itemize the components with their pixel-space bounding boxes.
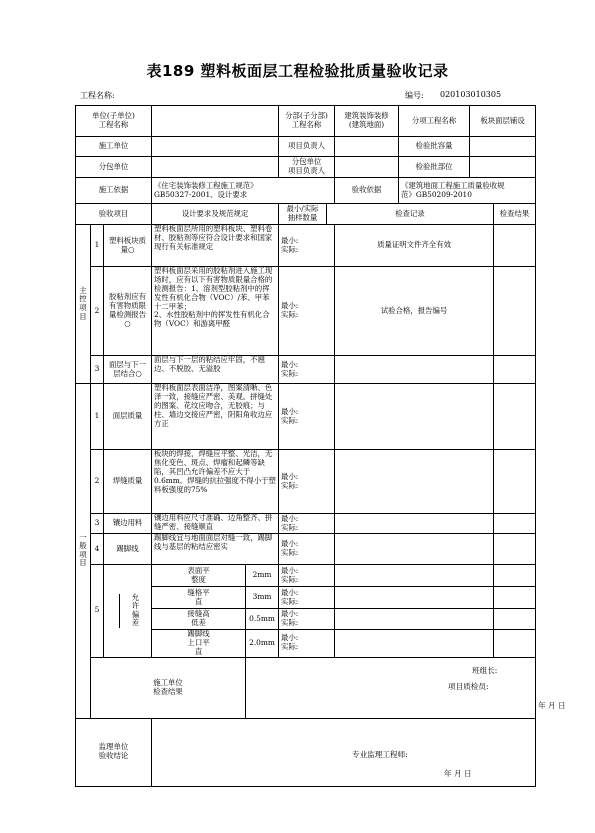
acceptance-basis-value: 《建筑地面工程施工质量验收规 范》GB50209-2010 — [399, 178, 536, 204]
main-item-design: 塑料板面层所用的塑料板块、塑料卷材、胶粘剂等应符合设计要求和国家现行有关标准规定 — [152, 225, 279, 267]
deviation-item-result[interactable] — [494, 587, 536, 609]
general-item-record[interactable] — [335, 534, 494, 565]
main-item-sample: 最小: 实际: — [279, 225, 335, 267]
construction-basis-label: 施工依据 — [76, 178, 152, 204]
deviation-item-value: 2mm — [246, 565, 279, 587]
deviation-no: 5 — [91, 565, 104, 658]
unit-project-value[interactable] — [152, 106, 279, 137]
deviation-item-sample: 最小: 实际: — [279, 630, 335, 658]
main-item-sample: 最小: 实际: — [279, 267, 335, 356]
project-name-label: 工程名称: — [80, 91, 115, 100]
deviation-item-name: 缝格平 直 — [152, 587, 246, 609]
deviation-item-result[interactable] — [494, 630, 536, 658]
deviation-item-record[interactable] — [335, 587, 494, 609]
general-item-record[interactable] — [335, 384, 494, 450]
batch-capacity-value[interactable] — [470, 137, 536, 157]
page-title: 表189 塑料板面层工程检验批质量验收记录 — [146, 62, 449, 80]
deviation-item-record[interactable] — [335, 609, 494, 630]
quality-inspector-label: 项目质检员: — [448, 681, 489, 691]
deviation-item-value: 0.5mm — [246, 609, 279, 630]
construction-unit-value[interactable] — [152, 137, 279, 157]
batch-location-value[interactable] — [470, 157, 536, 178]
construction-date: 年 月 日 — [538, 700, 566, 710]
item-project-value: 板块面层铺设 — [470, 106, 536, 137]
header-result: 检查结果 — [494, 204, 536, 225]
main-item-result[interactable] — [494, 267, 536, 356]
acceptance-basis-label: 验收依据 — [335, 178, 399, 204]
general-item-result[interactable] — [494, 534, 536, 565]
unit-project-label: 单位(子单位) 工程名称 — [76, 106, 152, 137]
deviation-item-sample: 最小: 实际: — [279, 587, 335, 609]
general-item-design: 塑料板面层表面洁净，图案清晰、色泽一致，接缝应严密、美观。拼缝处的图案、花纹应吻合，无胶痕；与柱、墙边交接应严密，阴阳角收边应方正 — [152, 384, 279, 450]
deviation-item-record[interactable] — [335, 565, 494, 587]
main-item-record — [335, 356, 494, 384]
number-value: 020103010305 — [440, 90, 502, 99]
general-group-label: 一 般 项 目 — [76, 384, 91, 719]
deviation-label-cell — [104, 565, 152, 658]
general-item-design: 踢脚线宜与地面面层对缝一致，踢脚线与基层的粘结应密实 — [152, 534, 279, 565]
supervisor-label: 专业监理工程师: — [352, 749, 408, 759]
supervision-conclusion-label: 监理单位 验收结论 — [76, 718, 152, 786]
deviation-item-name: 踢脚线 上口平 直 — [152, 630, 246, 658]
main-control-group-label: 主 控 项 目 — [76, 225, 91, 384]
main-item-result[interactable] — [494, 225, 536, 267]
project-manager-label: 项目负责人 — [279, 137, 335, 157]
deviation-item-value: 3mm — [246, 587, 279, 609]
team-leader-label: 班组长: — [472, 665, 498, 675]
deviation-item-record[interactable] — [335, 630, 494, 658]
main-item-result[interactable] — [494, 356, 536, 384]
subcontract-manager-value[interactable] — [335, 157, 399, 178]
general-item-no: 2 — [91, 450, 104, 514]
general-item-name: 面层质量 — [104, 384, 152, 450]
header-record: 检查记录 — [327, 204, 494, 225]
construction-result-area[interactable] — [246, 657, 566, 718]
header-design: 设计要求及规范规定 — [152, 204, 279, 225]
general-item-design: 板块的焊接，焊缝应平整、光洁，无焦化变色、斑点、焊瘤和起鳞等缺陷，其凹凸允许偏差不应大于0.6mm。焊缝的抗拉强度不得小于塑料板强度的75% — [152, 450, 279, 514]
deviation-item-result[interactable] — [494, 609, 536, 630]
general-item-result[interactable] — [494, 384, 536, 450]
main-item-record: 质量证明文件齐全有效 — [335, 225, 494, 267]
general-item-no: 4 — [91, 534, 104, 565]
deviation-item-sample: 最小: 实际: — [279, 565, 335, 587]
general-item-name: 踢脚线 — [104, 534, 152, 565]
deviation-item-value: 2.0mm — [246, 630, 279, 658]
main-item-no: 1 — [91, 225, 104, 267]
general-item-name: 焊缝质量 — [104, 450, 152, 514]
general-item-name: 镶边用料 — [104, 514, 152, 534]
general-item-record[interactable] — [335, 514, 494, 534]
general-item-sample: 最小: 实际: — [279, 450, 335, 514]
main-item-design: 塑料板面层采用的胶粘剂进入施工现场时，应有以下有害物质限量合格的检测报告：1、溶剂型胶粘剂中的挥发性有机化合物（VOC）/苯、甲苯十二甲苯； 2、水性胶粘剂中的挥发性有机化合物（VOC）和游离甲醛 — [152, 267, 279, 356]
supervision-date: 年 月 日 — [444, 768, 472, 778]
batch-capacity-label: 检验批容量 — [399, 137, 470, 157]
construction-basis-value: 《住宅装饰装修工程施工规范》 GB50327-2001、设计要求 — [152, 178, 335, 204]
deviation-item-sample: 最小: 实际: — [279, 609, 335, 630]
main-item-no: 3 — [91, 356, 104, 384]
general-item-no: 1 — [91, 384, 104, 450]
deviation-item-result[interactable] — [494, 565, 536, 587]
subcontract-unit-value[interactable] — [152, 157, 279, 178]
sub-project-value: 建筑装饰装修 (建筑地面) — [335, 106, 399, 137]
supervision-conclusion-area[interactable] — [152, 718, 536, 786]
sub-project-label: 分部(子分部) 工程名称 — [279, 106, 335, 137]
main-item-record: 试验合格，报告编号 — [335, 267, 494, 356]
general-item-sample: 最小: 实际: — [279, 534, 335, 565]
general-item-sample: 最小: 实际: — [279, 514, 335, 534]
number-label: 编号: — [405, 91, 424, 100]
general-item-record[interactable] — [335, 450, 494, 514]
item-project-label: 分项工程名称 — [399, 106, 470, 137]
header-sample: 最小/实际 抽样数量 — [279, 204, 327, 225]
main-item-name: 塑料板块质 量○ — [104, 225, 152, 267]
subcontract-manager-label: 分包单位 项目负责人 — [279, 157, 335, 178]
construction-unit-label: 施工单位 — [76, 137, 152, 157]
batch-location-label: 检验批部位 — [399, 157, 470, 178]
deviation-label: 允 许 偏 差 — [131, 592, 140, 628]
general-item-sample: 最小: 实际: — [279, 384, 335, 450]
main-item-sample: 最小: 实际: — [279, 356, 335, 384]
deviation-item-name: 表面平 整度 — [152, 565, 246, 587]
general-item-result[interactable] — [494, 514, 536, 534]
general-item-no: 3 — [91, 514, 104, 534]
main-item-name: 胶粘剂应有 有害物质限 量检测报告 ○ — [104, 267, 152, 356]
main-item-design: 面层与下一层的粘结应牢固，不翘边、不脱胶、无溢胶 — [152, 356, 279, 384]
deviation-item-name: 接缝高 低差 — [152, 609, 246, 630]
general-item-design: 镶边用料应尺寸准确、边角整齐、拼缝严密、接缝顺直 — [152, 514, 279, 534]
header-item: 验收项目 — [76, 204, 152, 225]
subcontract-unit-label: 分包单位 — [76, 157, 152, 178]
main-item-name: 面层与下一 层结合○ — [104, 356, 152, 384]
general-item-result[interactable] — [494, 450, 536, 514]
construction-result-label: 施工单位 检查结果 — [91, 657, 246, 718]
main-item-no: 2 — [91, 267, 104, 356]
project-manager-value[interactable] — [335, 137, 399, 157]
acceptance-table — [75, 105, 566, 787]
